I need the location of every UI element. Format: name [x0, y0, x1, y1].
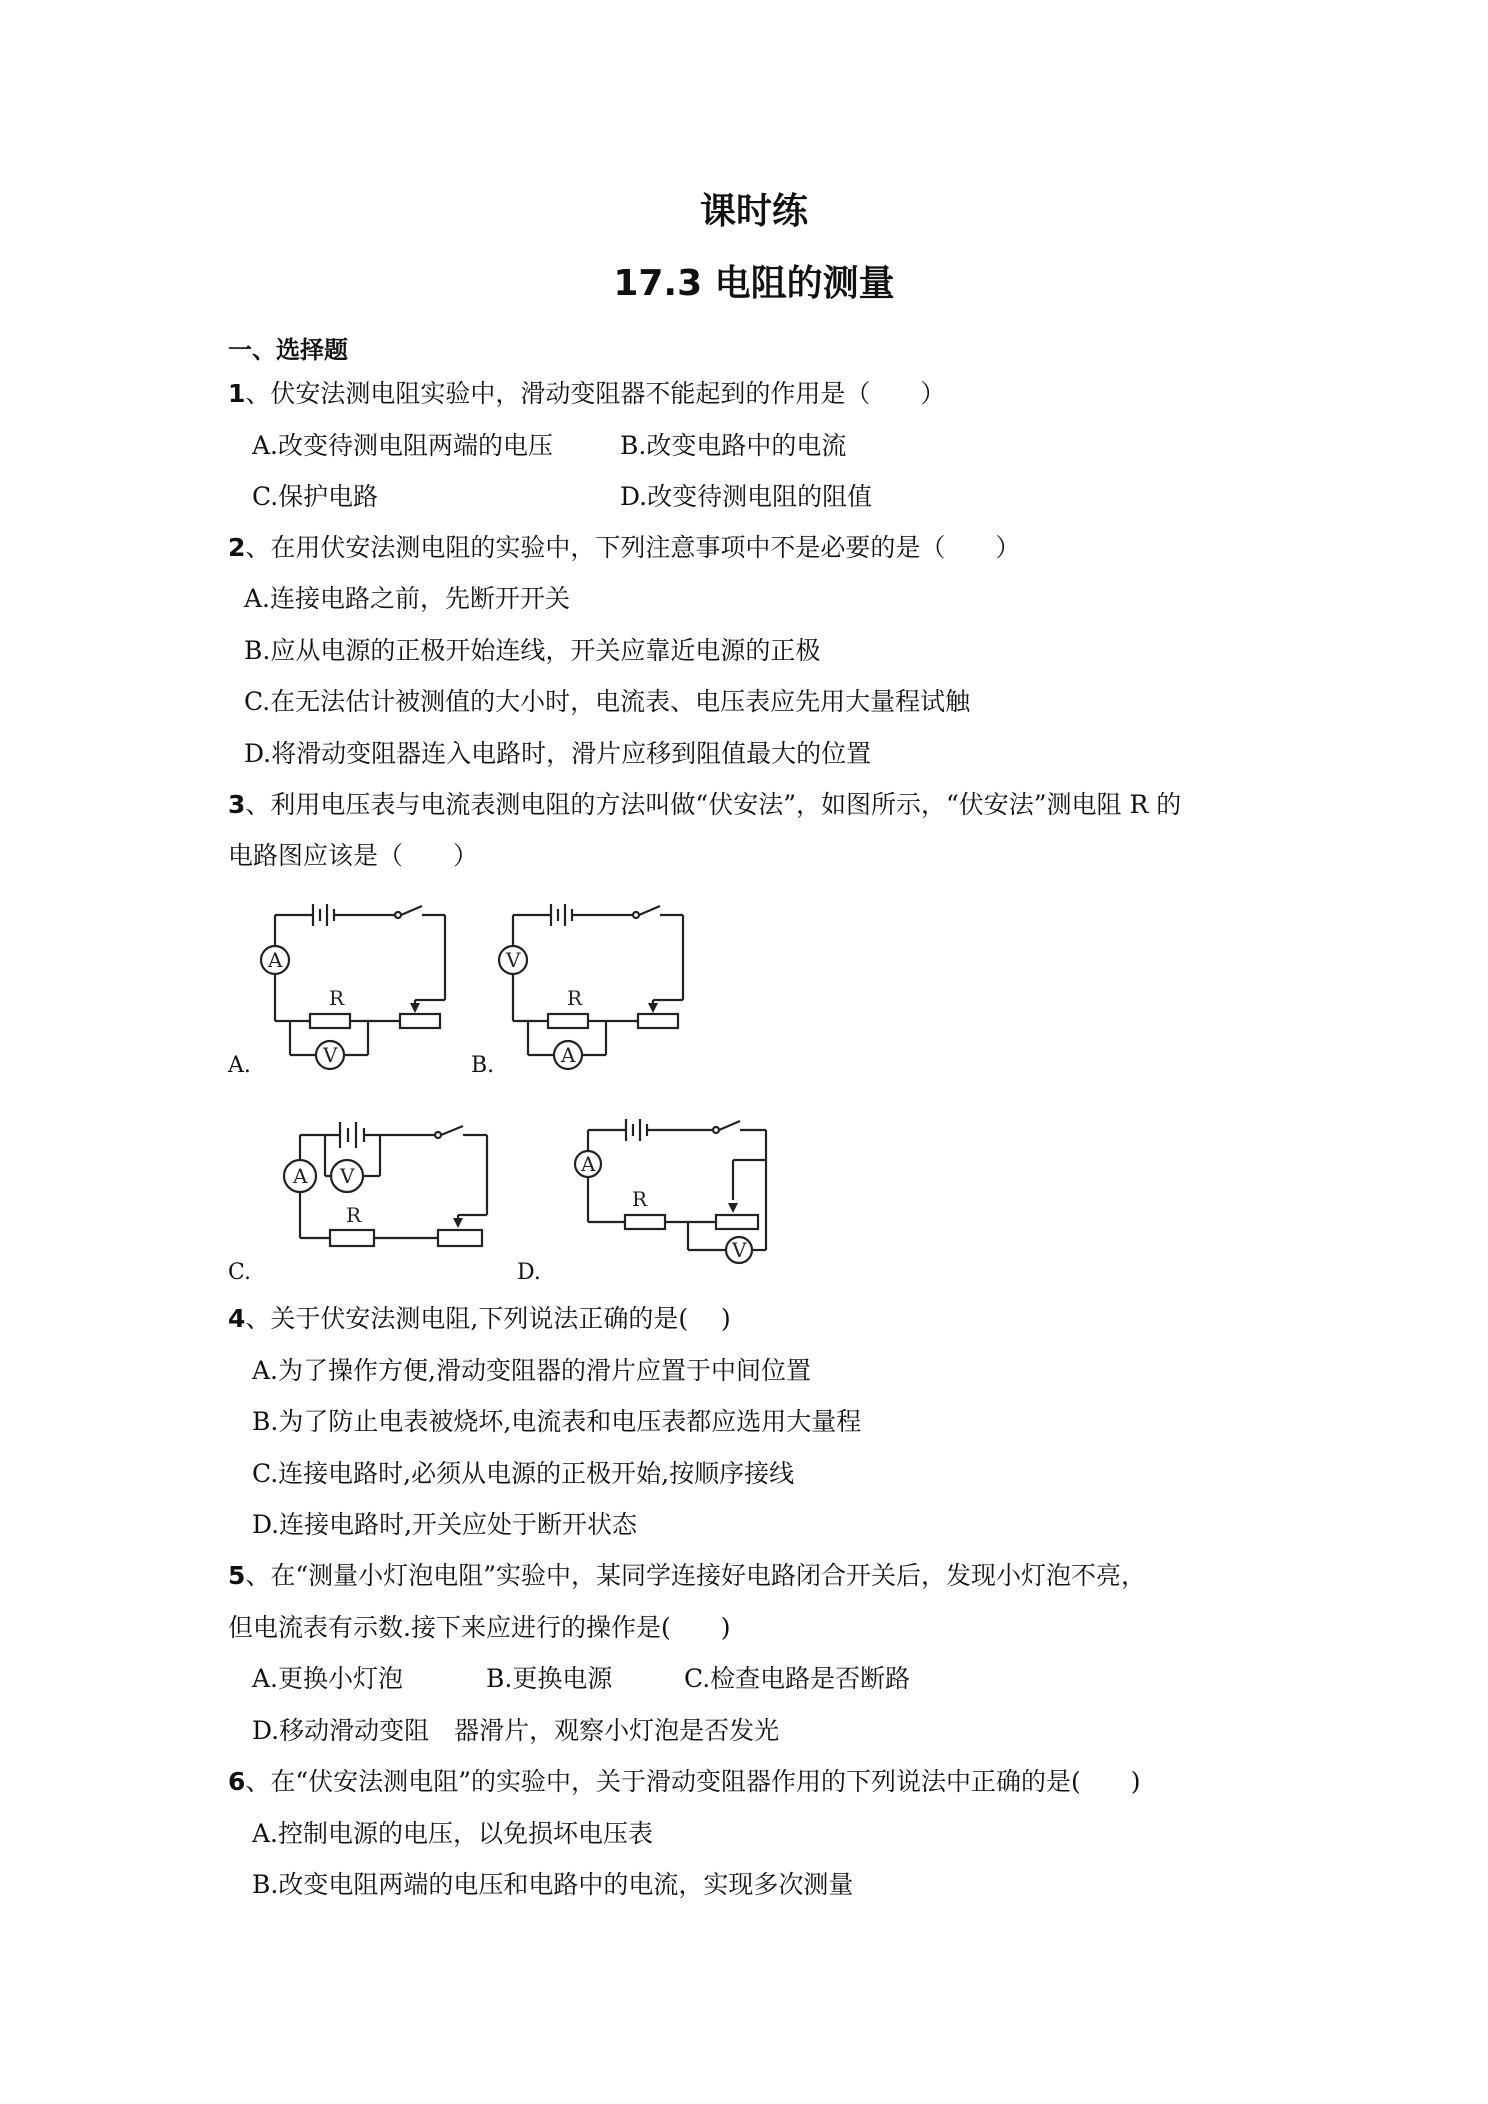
voltmeter-symbol: V	[340, 1164, 355, 1188]
question-4	[228, 1303, 731, 1335]
question-6	[228, 1766, 1140, 1798]
circuit-diagram-c	[275, 1110, 505, 1290]
question-number: 4	[228, 1304, 246, 1333]
option-4a: A.为了操作方便,滑动变阻器的滑片应置于中间位置	[252, 1356, 811, 1385]
ammeter-symbol: A	[561, 1043, 576, 1067]
resistor-label: R	[346, 1203, 362, 1227]
option-1c: C.保护电路	[252, 482, 379, 511]
option-4c: C.连接电路时,必须从电源的正极开始,按顺序接线	[252, 1459, 795, 1488]
question-number: 3	[228, 790, 246, 819]
question-3-line2: 电路图应该是（ ）	[228, 841, 479, 870]
question-text: 、在“测量小灯泡电阻”实验中，某同学连接好电路闭合开关后，发现小灯泡不亮，	[245, 1561, 1146, 1590]
figure-label-b: B.	[471, 1053, 495, 1078]
question-text: 、关于伏安法测电阻,下列说法正确的是( )	[245, 1304, 731, 1333]
question-number: 1	[228, 379, 246, 408]
resistor-label: R	[329, 986, 345, 1010]
option-2d: D.将滑动变阻器连入电路时，滑片应移到阻值最大的位置	[244, 739, 872, 768]
figure-label-c: C.	[228, 1260, 252, 1285]
figure-label-a: A.	[228, 1053, 251, 1078]
option-5c: C.检查电路是否断路	[684, 1664, 911, 1693]
voltmeter-symbol: V	[732, 1238, 747, 1262]
option-1b: B.改变电路中的电流	[620, 431, 847, 460]
circuit-diagram-d	[568, 1110, 783, 1280]
option-4b: B.为了防止电表被烧坏,电流表和电压表都应选用大量程	[252, 1407, 862, 1436]
option-4d: D.连接电路时,开关应处于断开状态	[252, 1510, 638, 1539]
ammeter-symbol: A	[293, 1164, 308, 1188]
resistor-label: R	[632, 1187, 648, 1211]
circuit-diagram-b	[488, 900, 698, 1080]
option-2a: A.连接电路之前，先断开开关	[244, 584, 571, 613]
voltmeter-symbol: V	[323, 1043, 338, 1067]
question-number: 5	[228, 1561, 246, 1590]
question-text: 、在“伏安法测电阻”的实验中，关于滑动变阻器作用的下列说法中正确的是( )	[245, 1767, 1141, 1796]
option-2b: B.应从电源的正极开始连线，开关应靠近电源的正极	[244, 636, 821, 665]
question-1	[228, 378, 945, 410]
question-text: 、伏安法测电阻实验中，滑动变阻器不能起到的作用是（ ）	[245, 379, 946, 408]
option-5d: D.移动滑动变阻 器滑片，观察小灯泡是否发光	[252, 1716, 780, 1745]
question-2	[228, 532, 1020, 564]
option-1d: D.改变待测电阻的阻值	[620, 482, 873, 511]
question-5	[228, 1560, 1146, 1592]
question-5-line2: 但电流表有示数.接下来应进行的操作是( )	[228, 1613, 731, 1642]
resistor-label: R	[567, 986, 583, 1010]
option-6a: A.控制电源的电压，以免损坏电压表	[252, 1819, 654, 1848]
ammeter-symbol: A	[581, 1152, 596, 1176]
option-6b: B.改变电阻两端的电压和电路中的电流，实现多次测量	[252, 1870, 854, 1899]
section-heading: 一、选择题	[228, 336, 348, 364]
question-number: 2	[228, 533, 246, 562]
option-5a: A.更换小灯泡	[252, 1664, 404, 1693]
ammeter-symbol: A	[268, 948, 283, 972]
option-2c: C.在无法估计被测值的大小时，电流表、电压表应先用大量程试触	[244, 687, 971, 716]
voltmeter-symbol: V	[506, 948, 521, 972]
option-1a: A.改变待测电阻两端的电压	[252, 431, 554, 460]
circuit-diagram-a	[250, 900, 460, 1080]
option-5b: B.更换电源	[486, 1664, 613, 1693]
page-subtitle: 17.3 电阻的测量	[613, 263, 895, 304]
question-number: 6	[228, 1767, 246, 1796]
question-text: 、利用电压表与电流表测电阻的方法叫做“伏安法”，如图所示，“伏安法”测电阻 R 的	[245, 790, 1182, 819]
figure-label-d: D.	[517, 1260, 541, 1285]
page-title: 课时练	[699, 191, 808, 232]
question-3	[228, 789, 1181, 821]
question-text: 、在用伏安法测电阻的实验中，下列注意事项中不是必要的是（ ）	[245, 533, 1021, 562]
